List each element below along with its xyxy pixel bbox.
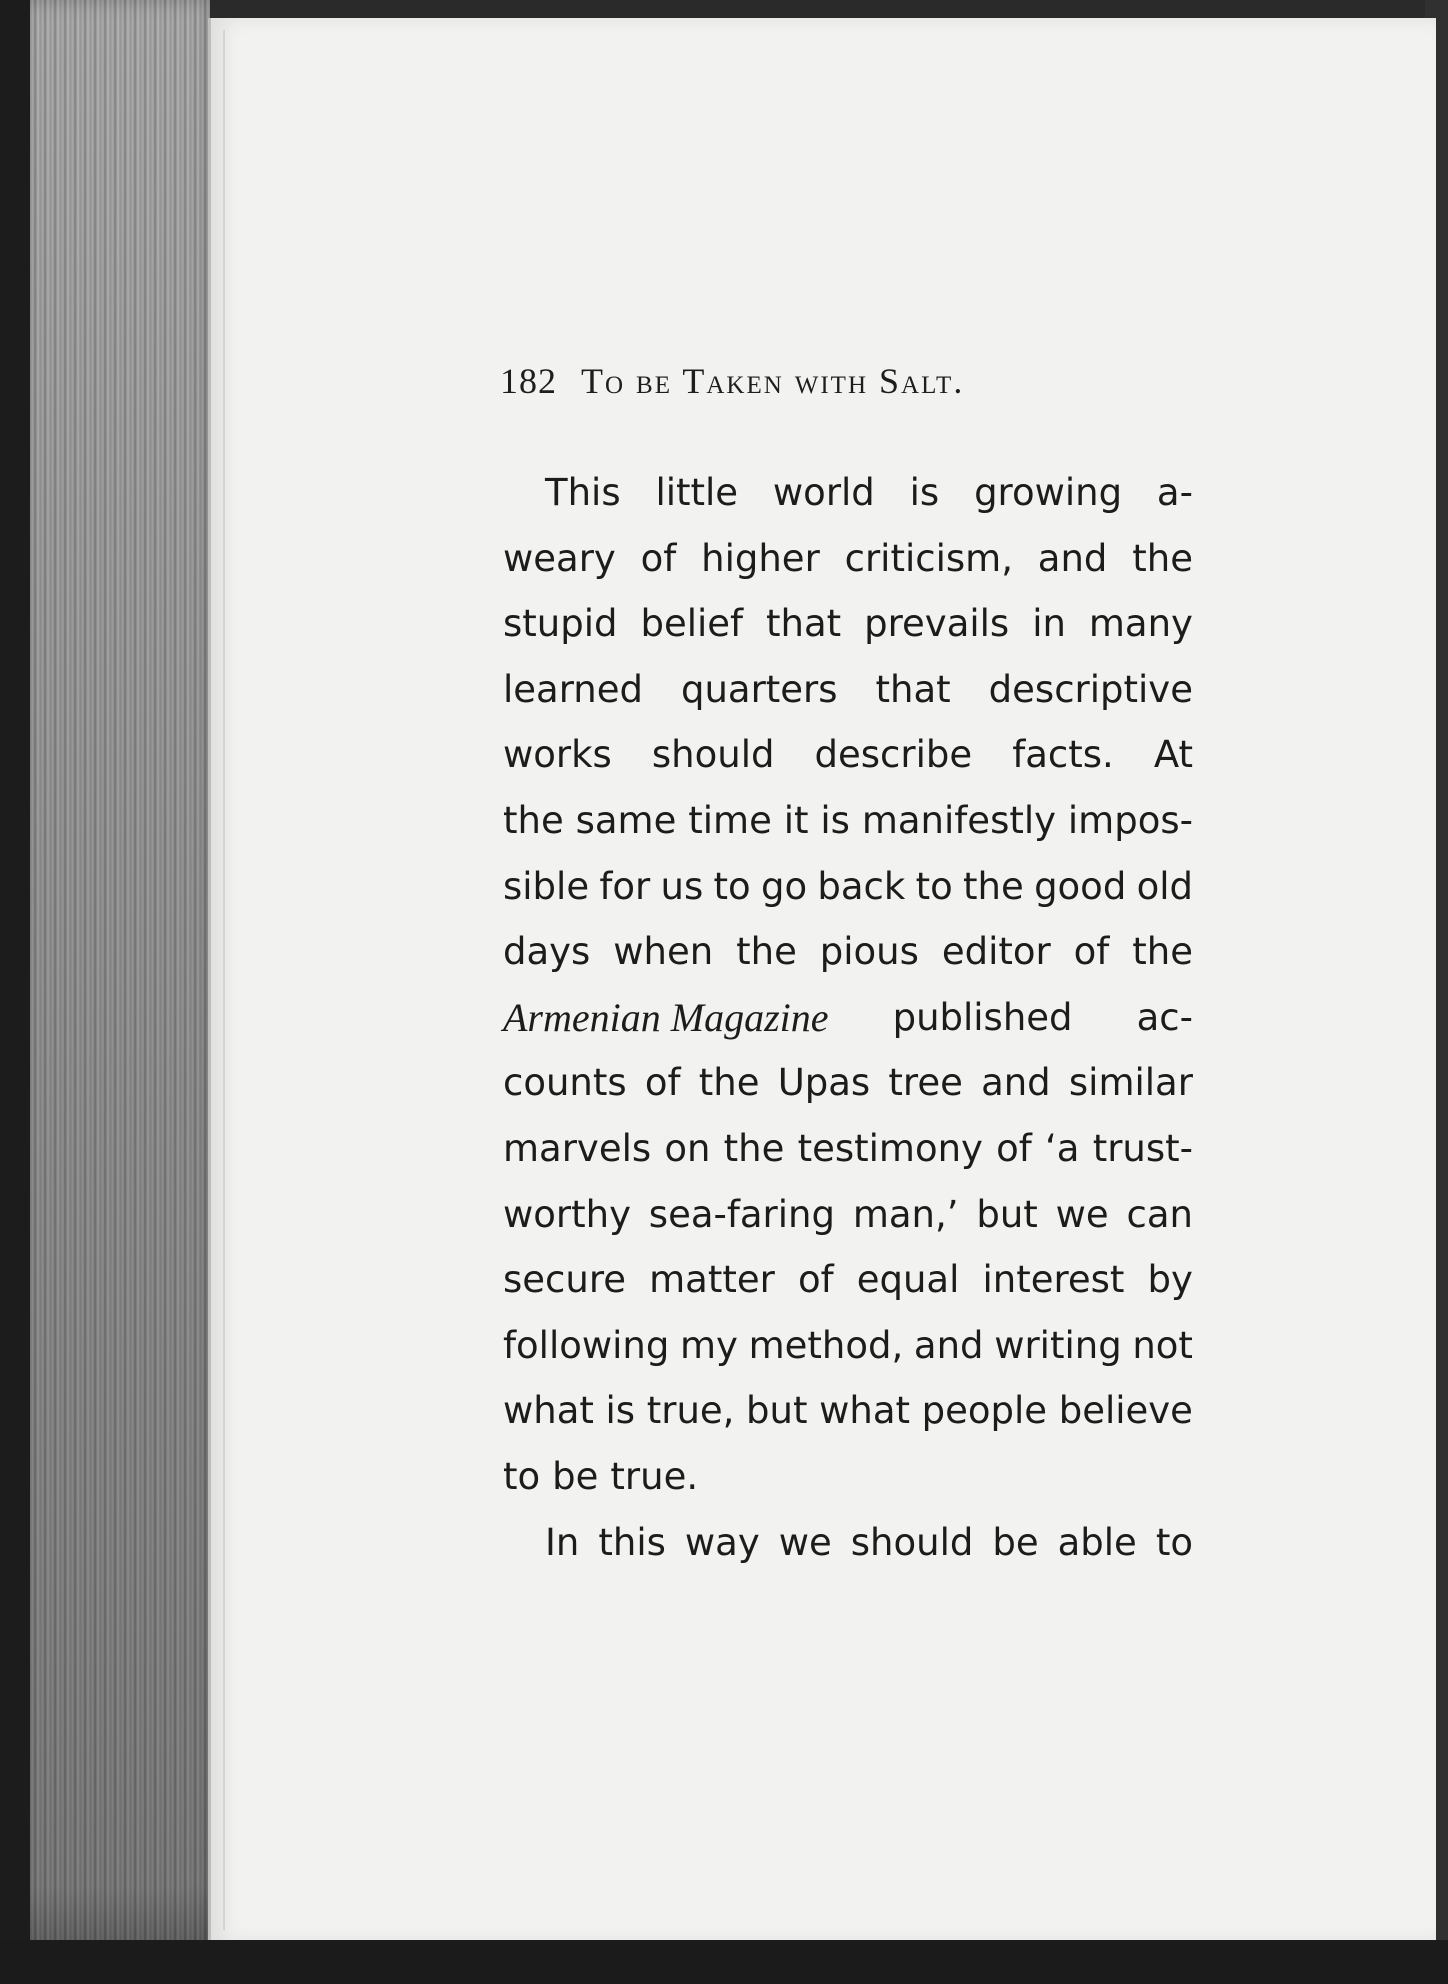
word: when bbox=[613, 930, 714, 974]
word: ‘a bbox=[1045, 1126, 1080, 1170]
word: we bbox=[778, 1520, 832, 1564]
word: that bbox=[875, 667, 951, 711]
body-text bbox=[503, 460, 1193, 1575]
word: on bbox=[664, 1126, 711, 1170]
background-left bbox=[0, 0, 30, 1984]
text-line bbox=[503, 657, 1193, 723]
word: ac- bbox=[1136, 995, 1193, 1039]
word: manifestly bbox=[861, 798, 1057, 842]
word: is bbox=[820, 798, 850, 842]
running-title: To be Taken with Salt. bbox=[581, 361, 965, 401]
word: At bbox=[1153, 733, 1193, 777]
word: the bbox=[736, 930, 797, 974]
word: is bbox=[909, 471, 940, 514]
word: marvels bbox=[503, 1126, 652, 1170]
word: my bbox=[680, 1323, 738, 1367]
word: of bbox=[996, 1126, 1032, 1170]
word: people bbox=[921, 1389, 1048, 1433]
word: the bbox=[1132, 536, 1193, 580]
word: In bbox=[545, 1520, 580, 1564]
word: go bbox=[760, 864, 808, 908]
word: following bbox=[503, 1323, 670, 1367]
word: days bbox=[503, 930, 591, 974]
word: it bbox=[783, 798, 809, 842]
text-line bbox=[503, 1378, 1193, 1444]
word: should bbox=[651, 733, 775, 777]
word: but bbox=[746, 1389, 808, 1433]
text-line bbox=[503, 1182, 1193, 1248]
word: way bbox=[684, 1520, 760, 1564]
word: we bbox=[1055, 1192, 1109, 1236]
word: trust- bbox=[1092, 1126, 1193, 1170]
text-line bbox=[503, 1050, 1193, 1116]
word: old bbox=[1136, 864, 1193, 908]
word: of bbox=[1073, 930, 1110, 974]
word: learned bbox=[503, 667, 643, 711]
word: time bbox=[688, 798, 772, 842]
word: same bbox=[575, 798, 677, 842]
word: of bbox=[797, 1258, 834, 1302]
word: of bbox=[644, 1061, 681, 1105]
word: back bbox=[817, 864, 906, 908]
word: and bbox=[913, 1323, 984, 1367]
word: the bbox=[963, 864, 1024, 908]
word: to bbox=[713, 864, 751, 908]
text-line bbox=[503, 1247, 1193, 1313]
text-line bbox=[503, 1116, 1193, 1182]
italic-title: Armenian Magazine bbox=[503, 994, 829, 1040]
word: editor bbox=[941, 930, 1051, 974]
text-line bbox=[503, 788, 1193, 854]
page-edges bbox=[30, 0, 220, 1984]
word: growing bbox=[974, 471, 1123, 514]
word: quarters bbox=[680, 667, 838, 711]
word: higher bbox=[701, 536, 820, 580]
word: true, bbox=[646, 1389, 735, 1433]
text-line-italic bbox=[503, 985, 1193, 1051]
running-head bbox=[500, 360, 1200, 402]
word: us bbox=[660, 864, 704, 908]
text-line bbox=[503, 1313, 1193, 1379]
background-bottom bbox=[0, 1940, 1448, 1984]
word: the bbox=[698, 1061, 760, 1105]
word: testimony bbox=[797, 1126, 983, 1170]
word: to bbox=[503, 1454, 541, 1498]
word: what bbox=[503, 1389, 594, 1433]
word: to bbox=[915, 864, 953, 908]
word: stupid bbox=[503, 602, 618, 646]
word: counts bbox=[503, 1061, 627, 1105]
word: the bbox=[723, 1126, 785, 1170]
word: matter bbox=[649, 1258, 775, 1302]
word: the bbox=[503, 798, 564, 842]
word: this bbox=[598, 1520, 666, 1564]
word: a- bbox=[1156, 471, 1193, 514]
text-line bbox=[503, 722, 1193, 788]
word: similar bbox=[1068, 1061, 1193, 1105]
word: world bbox=[772, 471, 875, 514]
word: tree bbox=[888, 1061, 963, 1105]
word: good bbox=[1034, 864, 1127, 908]
word: what bbox=[819, 1389, 911, 1433]
word: be bbox=[992, 1520, 1039, 1564]
word: true. bbox=[610, 1454, 699, 1498]
word: prevails bbox=[864, 602, 1010, 646]
word: and bbox=[1037, 536, 1108, 580]
word: but bbox=[976, 1192, 1038, 1236]
word: by bbox=[1147, 1258, 1193, 1302]
word: that bbox=[766, 602, 842, 646]
word: man,’ bbox=[852, 1192, 959, 1236]
text-line bbox=[503, 526, 1193, 592]
word: of bbox=[640, 536, 677, 580]
word: secure bbox=[503, 1258, 626, 1302]
word: weary bbox=[503, 536, 616, 580]
text-line bbox=[503, 591, 1193, 657]
word: for bbox=[599, 864, 651, 908]
word: criticism, bbox=[844, 536, 1013, 580]
word: able bbox=[1057, 1520, 1137, 1564]
page-gutter-line bbox=[223, 30, 225, 1930]
word: descriptive bbox=[988, 667, 1193, 711]
word: believe bbox=[1058, 1389, 1193, 1433]
word: the bbox=[1132, 930, 1193, 974]
text-line bbox=[503, 919, 1193, 985]
word: pious bbox=[819, 930, 919, 974]
word: method, bbox=[748, 1323, 904, 1367]
word: interest bbox=[982, 1258, 1125, 1302]
page-number: 182 bbox=[500, 361, 557, 401]
word: little bbox=[655, 471, 739, 514]
text-line bbox=[503, 1444, 1193, 1510]
word: This bbox=[545, 471, 621, 514]
word: be bbox=[552, 1454, 599, 1498]
word: works bbox=[503, 733, 612, 777]
word: should bbox=[850, 1520, 974, 1564]
word: belief bbox=[640, 602, 744, 646]
word: equal bbox=[856, 1258, 960, 1302]
word: many bbox=[1088, 602, 1193, 646]
word: facts. bbox=[1012, 733, 1114, 777]
word: sible bbox=[503, 864, 590, 908]
word: not bbox=[1132, 1323, 1193, 1367]
word: can bbox=[1126, 1192, 1193, 1236]
word: sea-faring bbox=[648, 1192, 835, 1236]
word: published bbox=[892, 995, 1073, 1039]
word: describe bbox=[814, 733, 973, 777]
word: to bbox=[1155, 1520, 1193, 1564]
word: in bbox=[1032, 602, 1066, 646]
word: and bbox=[981, 1061, 1051, 1105]
word: writing bbox=[994, 1323, 1122, 1367]
word: worthy bbox=[503, 1192, 631, 1236]
text-line bbox=[503, 854, 1193, 920]
text-line bbox=[503, 1510, 1193, 1576]
word: Upas bbox=[777, 1061, 871, 1105]
text-line bbox=[503, 460, 1193, 526]
word: is bbox=[605, 1389, 636, 1433]
word: impos- bbox=[1067, 798, 1193, 842]
